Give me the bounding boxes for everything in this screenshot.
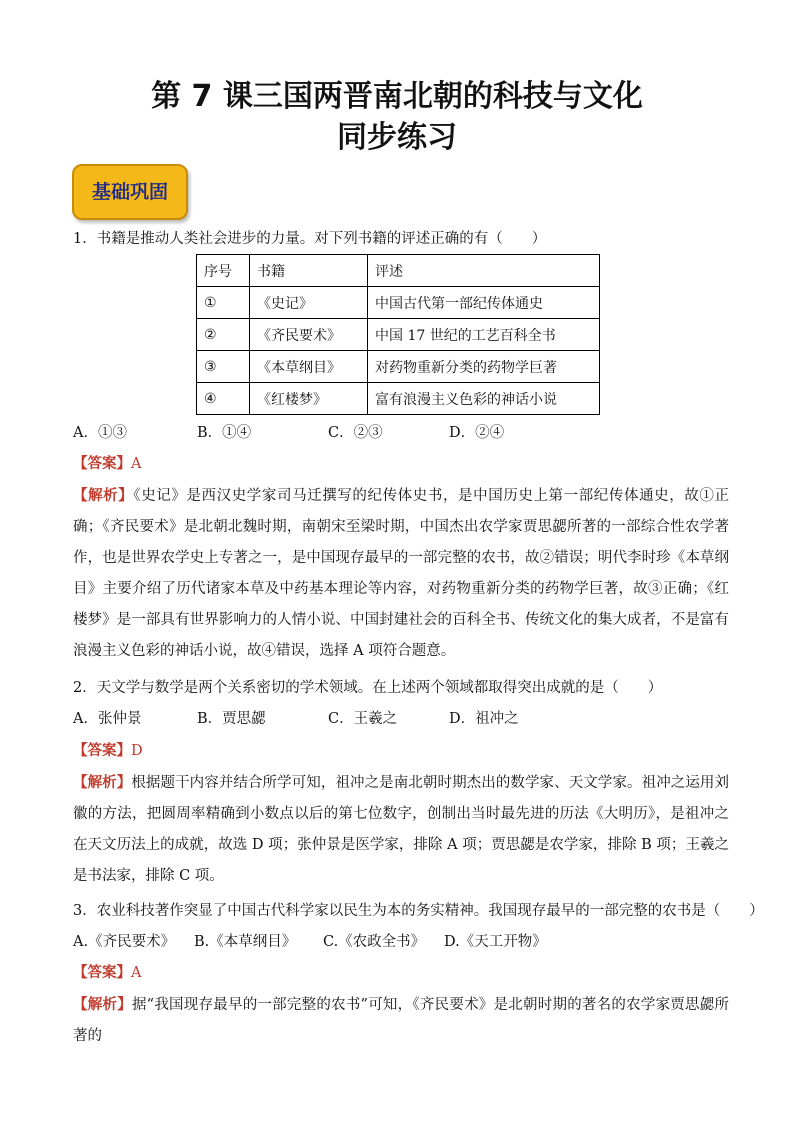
option-c: C．王羲之	[328, 711, 398, 727]
analysis-text: 根据题干内容并结合所学可知，祖冲之是南北朝时期杰出的数学家、天文学家。祖冲之运用刘徽的方法，把圆周率精确到小数点以后的第七位数字，创制出当时最先进的历法《大明历》，是祖冲之在天文历法上的成就，故选 D 项；张仲景是医学家，排除 A 项；贾思勰是农学家，排除 B 项；王羲之是书法家，排除 C 项。	[73, 775, 730, 884]
analysis-label: 【解析】	[73, 487, 134, 504]
analysis-label: 【解析】	[73, 996, 132, 1013]
q3-stem: 3．农业科技著作突显了中国古代科学家以民生为本的务实精神。我国现存最早的一部完整的农书是（ ）	[73, 903, 764, 919]
analysis-text: 《史记》是西汉史学家司马迁撰写的纪传体史书，是中国历史上第一部纪传体通史，故①正确；《齐民要术》是北朝北魏时期，南朝宋至梁时期，中国杰出农学家贾思勰所著的一部综合性农学著作，也是世界农学史上专著之一，是中国现存最早的一部完整的农书，故②错误；明代李时珍《本草纲目》主要介绍了历代诸家本草及中药基本理论等内容，对药物重新分类的药物学巨著，故③正确；《红楼梦》是一部具有世界影响力的人情小说、中国封建社会的百科全书、传统文化的集大成者，不是富有浪漫主义色彩的神话小说，故④错误，选择 A 项符合题意。	[73, 488, 730, 659]
answer-value: D	[131, 743, 143, 759]
table-cell: ③	[197, 351, 250, 383]
table-header-cell: 序号	[197, 255, 250, 287]
q2-options	[73, 709, 519, 729]
option-c: C.《农政全书》	[323, 934, 426, 950]
analysis-text: 据“我国现存最早的一部完整的农书”可知，《齐民要术》是北朝时期的著名的农学家贾思勰所著的	[73, 997, 730, 1044]
answer-label: 【答案】	[73, 964, 131, 981]
table-cell: 富有浪漫主义色彩的神话小说	[368, 383, 600, 415]
table-cell: ④	[197, 383, 250, 415]
q2-answer	[73, 741, 143, 761]
q3-analysis	[73, 989, 729, 1052]
books-table	[196, 254, 600, 415]
table-cell: ②	[197, 319, 250, 351]
analysis-label: 【解析】	[73, 774, 132, 791]
table-header-cell: 评述	[368, 255, 600, 287]
table-row	[197, 287, 600, 319]
page-title: 第 7 课三国两晋南北朝的科技与文化	[151, 79, 643, 114]
q1-stem: 1．书籍是推动人类社会进步的力量。对下列书籍的评述正确的有（ ）	[73, 231, 547, 247]
q2-analysis	[73, 767, 729, 892]
table-cell: 《红楼梦》	[250, 383, 368, 415]
q3-options	[73, 932, 547, 952]
option-d: D.《天工开物》	[444, 934, 547, 950]
table-cell: 《史记》	[250, 287, 368, 319]
table-cell: 中国 17 世纪的工艺百科全书	[368, 319, 600, 351]
page-subtitle: 同步练习	[337, 120, 457, 155]
option-d: D．②④	[449, 425, 505, 441]
q2-stem: 2．天文学与数学是两个关系密切的学术领域。在上述两个领域都取得突出成就的是（ ）	[73, 680, 663, 696]
answer-value: A	[131, 456, 142, 472]
table-cell: 《本草纲目》	[250, 351, 368, 383]
q1-answer	[73, 454, 141, 474]
answer-value: A	[131, 965, 142, 981]
table-cell: 中国古代第一部纪传体通史	[368, 287, 600, 319]
option-a: A.《齐民要术》	[73, 934, 176, 950]
answer-label: 【答案】	[73, 742, 131, 759]
option-d: D．祖冲之	[449, 711, 519, 727]
option-a: A．张仲景	[73, 711, 142, 727]
table-row	[197, 319, 600, 351]
option-c: C．②③	[328, 425, 383, 441]
q1-options	[73, 423, 504, 443]
option-b: B．贾思勰	[197, 711, 266, 727]
option-b: B．①④	[197, 425, 252, 441]
table-cell: 对药物重新分类的药物学巨著	[368, 351, 600, 383]
table-row	[197, 383, 600, 415]
q1-analysis	[73, 480, 729, 667]
table-cell: 《齐民要术》	[250, 319, 368, 351]
option-a: A．①③	[73, 425, 127, 441]
table-row	[197, 351, 600, 383]
table-header-row	[197, 255, 600, 287]
option-b: B.《本草纲目》	[194, 934, 297, 950]
table-cell: ①	[197, 287, 250, 319]
answer-label: 【答案】	[73, 455, 131, 472]
q3-answer	[73, 963, 141, 983]
table-header-cell: 书籍	[250, 255, 368, 287]
section-badge: 基础巩固	[72, 164, 188, 220]
